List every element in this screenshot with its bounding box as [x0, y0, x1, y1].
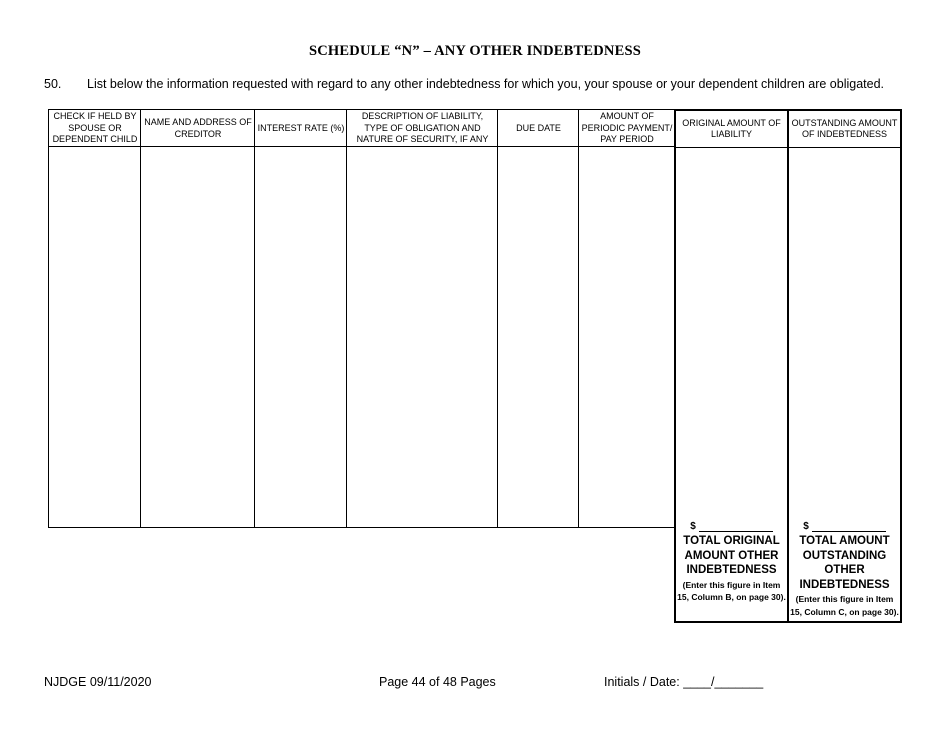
total-outstanding-line [812, 521, 886, 532]
initials-date-field[interactable]: Initials / Date: ____/_______ [604, 675, 764, 689]
indebtedness-table [48, 109, 675, 528]
item-number: 50. [44, 77, 62, 91]
column-spouse-check[interactable] [49, 110, 141, 527]
total-outstanding-title: TOTAL AMOUNT OUTSTANDING OTHER INDEBTEDNESS [799, 535, 890, 591]
header-creditor: NAME AND ADDRESS OF CREDITOR [144, 117, 252, 139]
total-original-input[interactable] [676, 518, 787, 532]
column-original-amount[interactable] [674, 109, 789, 623]
header-spouse-check: CHECK IF HELD BY SPOUSE OR DEPENDENT CHILD [52, 111, 138, 145]
column-interest-rate[interactable] [255, 110, 347, 527]
header-periodic-payment: AMOUNT OF PERIODIC PAYMENT/ PAY PERIOD [581, 111, 673, 145]
total-original-line [699, 521, 773, 532]
column-description[interactable] [347, 110, 498, 527]
total-original-block [676, 518, 787, 604]
header-interest-rate: INTEREST RATE (%) [257, 122, 345, 133]
dollar-sign: $ [690, 521, 696, 532]
column-due-date[interactable] [498, 110, 579, 527]
total-original-title: TOTAL ORIGINAL AMOUNT OTHER INDEBTEDNESS [683, 535, 780, 576]
schedule-title: SCHEDULE “N” – ANY OTHER INDEBTEDNESS [309, 43, 641, 59]
header-outstanding-amount: OUTSTANDING AMOUNT OF INDEBTEDNESS [789, 111, 900, 148]
total-outstanding-note: (Enter this figure in Item 15, Column C, on page 30). [790, 594, 899, 617]
column-creditor[interactable] [141, 110, 255, 527]
form-id: NJDGE 09/11/2020 [44, 675, 152, 689]
column-outstanding-amount[interactable] [787, 109, 902, 623]
item-instructions: List below the information requested with regard to any other indebtedness for which you, your spouse or your dependent children are obligated. [87, 77, 885, 91]
header-description: DESCRIPTION OF LIABILITY, TYPE OF OBLIGATION AND NATURE OF SECURITY, IF ANY [356, 111, 489, 145]
total-original-note: (Enter this figure in Item 15, Column B, on page 30). [677, 579, 786, 602]
dollar-sign: $ [803, 521, 809, 532]
total-outstanding-input[interactable] [789, 518, 900, 532]
header-original-amount: ORIGINAL AMOUNT OF LIABILITY [676, 111, 787, 148]
total-outstanding-block [789, 518, 900, 618]
header-due-date: DUE DATE [516, 122, 561, 133]
page-number: Page 44 of 48 Pages [379, 675, 496, 689]
